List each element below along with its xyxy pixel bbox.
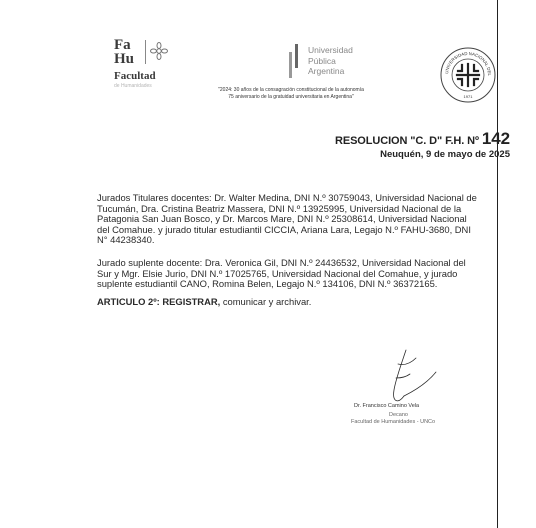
- faculty-logo: [114, 38, 174, 90]
- resolution-number: 142: [481, 129, 510, 148]
- public-university-mark-icon: [286, 44, 304, 78]
- faculty-logo-subtitle: de Humanidades: [114, 83, 152, 89]
- handwritten-signature: [376, 344, 440, 410]
- signatory-name: Dr. Francisco Camino Vela: [354, 403, 420, 409]
- header-motto-line1: "2024: 30 años de la consagración constitucional de la autonomía: [218, 87, 364, 93]
- titular-jury-line: del Comahue. y jurado titular estudiantil CICCIA, Ariana Lara, Legajo N.º FAHU-3680, DNI: [97, 223, 471, 235]
- titular-jury-line: Jurados Titulares docentes: Dr. Walter Medina, DNI N.º 30759043, Universidad Nacional de: [97, 192, 477, 203]
- faculty-logo-word: Facultad: [114, 70, 156, 82]
- titular-jury-paragraph: [97, 193, 512, 246]
- article-2-label: ARTICULO 2º: REGISTRAR,: [97, 296, 221, 307]
- resolution-title: [335, 129, 510, 149]
- substitute-jury-line: Sur y Mgr. Elsie Jurio, DNI N.º 17025765, Universidad Nacional del Comahue, y jurado: [97, 267, 458, 279]
- article-2-paragraph: [97, 297, 512, 308]
- public-university-text: [308, 45, 353, 77]
- substitute-jury-line: suplente estudiantil CANO, Romina Belen, Legajo N.º 134106, DNI N.º 36372165.: [97, 278, 438, 290]
- titular-jury-line: Tucumán, Dra. Cristina Beatriz Massera, DNI N.º 13925995, Universidad Nacional de la: [97, 202, 462, 214]
- flower-icon: [149, 41, 169, 61]
- university-seal: [438, 44, 498, 106]
- svg-text:UNIVERSIDAD NACIONAL DEL COMAH: UNIVERSIDAD NACIONAL DEL: [444, 50, 493, 76]
- faculty-logo-separator: [145, 40, 146, 64]
- header-motto: [176, 87, 406, 100]
- titular-jury-line: Patagonia San Juan Bosco, y Dr. Marcos Mare, DNI N.º 25308614, Universidad Nacional: [97, 213, 467, 225]
- article-2-text: comunicar y archivar.: [220, 296, 312, 307]
- faculty-monogram-line1: Fa: [114, 37, 131, 53]
- svg-text:1971: 1971: [463, 94, 473, 99]
- substitute-jury-paragraph: [97, 258, 512, 290]
- public-university-logo: [286, 44, 376, 84]
- header-motto-line2: 75 aniversario de la gratuidad universitaria en Argentina": [228, 93, 354, 100]
- signatory-faculty: Facultad de Humanidades - UNCo: [351, 419, 436, 425]
- faculty-monogram-line2: Hu: [114, 51, 135, 67]
- substitute-jury-line: Jurado suplente docente: Dra. Veronica Gil, DNI N.º 24436532, Universidad Nacional del: [97, 257, 466, 268]
- titular-jury-line: N° 44238340.: [97, 234, 155, 246]
- public-university-line1: Universidad: [308, 45, 353, 55]
- resolution-label: RESOLUCION "C. D" F.H. Nº: [334, 135, 479, 147]
- signature-block: [346, 344, 458, 424]
- public-university-line3: Argentina: [308, 66, 345, 76]
- faculty-monogram: [114, 38, 134, 66]
- resolution-date: Neuquén, 9 de mayo de 2025: [380, 149, 510, 160]
- public-university-line2: Pública: [308, 55, 336, 66]
- signatory-title: Decano: [389, 412, 408, 418]
